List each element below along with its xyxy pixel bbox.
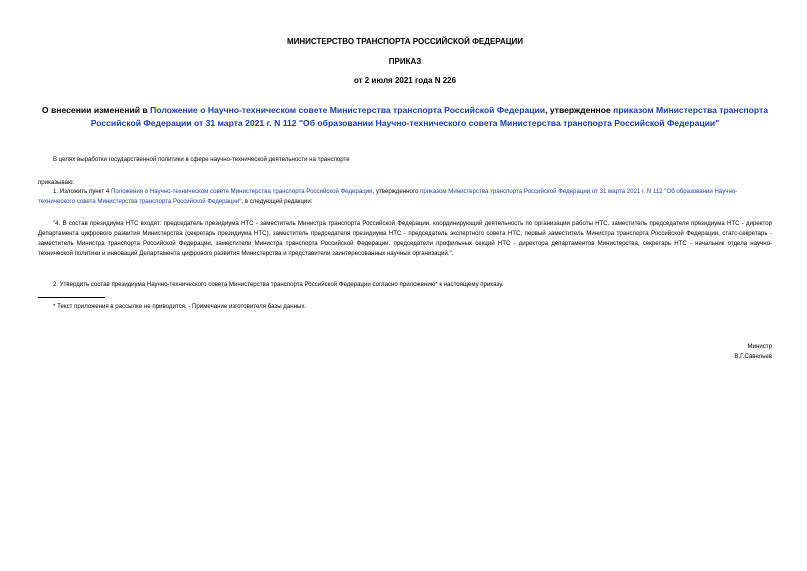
signature-position: Министр	[747, 343, 772, 350]
document-title	[38, 104, 772, 130]
preamble-text: В целях выработки государственной политики в сфере научно-технической деятельности на транспорте	[53, 156, 350, 163]
item-1-prefix: 1. Изложить пункт 4	[53, 188, 111, 195]
footnote-text: * Текст приложения в рассылке не приводится. - Примечание изготовителя базы данных.	[53, 303, 307, 310]
item-1-paragraph	[38, 187, 772, 207]
ministry-heading: МИНИСТЕРСТВО ТРАНСПОРТА РОССИЙСКОЙ ФЕДЕРАЦИИ	[286, 37, 524, 46]
item-1-middle: , утвержденного	[372, 188, 421, 195]
signature-name: В.Г.Савельев	[734, 353, 772, 360]
document-type-heading: ПРИКАЗ	[388, 57, 422, 66]
order-word: приказываю:	[38, 179, 75, 186]
item-1-order-link[interactable]: приказом Министерства транспорта Российской Федерации от 31 марта 2021 г. N 112 "Об образовании Научно-технического совета Министерства транспорта Российской Федерации"	[38, 188, 738, 205]
title-prefix: О внесении изменений в	[41, 105, 151, 115]
order-112-link[interactable]: приказом Министерства транспорта Российской Федерации от 31 марта 2021 г. N 112 "Об образовании Научно-технического совета Министерства транспорта Российской Федерации"	[90, 105, 769, 128]
regulation-link[interactable]: Положение о Научно-техническом совете Министерства транспорта Российской Федерации	[150, 105, 546, 115]
item-1-suffix: , в следующей редакции:	[241, 197, 313, 205]
date-number-heading: от 2 июля 2021 года N 226	[353, 76, 457, 85]
item-1-regulation-link[interactable]: Положения о Научно-техническом совете Министерства транспорта Российской Федерации	[110, 188, 373, 195]
footnote-divider	[38, 297, 105, 298]
item-2-paragraph: 2. Утвердить состав президиума Научно-технического совета Министерства транспорта Российской Федерации согласно приложению* к настоящему приказу.	[53, 281, 504, 288]
quoted-paragraph: "4. В состав президиума НТС входят: председатель президиума НТС - заместитель Министра транспорта Российской Федерации, координирующий деятельность по организации работы НТС, заместитель председателя президиума НТС - директор Департамента цифрового развития Министерства (секретарь президиума НТС), заместитель председателя президиума НТС - председатель экспертного совета НТС, первый заместитель Министра транспорта Российской Федерации, статс-секретарь - заместитель Министра транспорта Российской Федерации, заместители Министра транспорта Российской Федерации, председатели профильных секций НТС - директора департаментов Министерства, секретарь НТС - начальник отдела научно-технической политики и инноваций Департамента цифрового развития Министерства и представители заинтересованных научных организаций.".	[38, 220, 772, 257]
document-page	[38, 0, 772, 571]
title-middle: , утвержденное	[545, 105, 614, 115]
